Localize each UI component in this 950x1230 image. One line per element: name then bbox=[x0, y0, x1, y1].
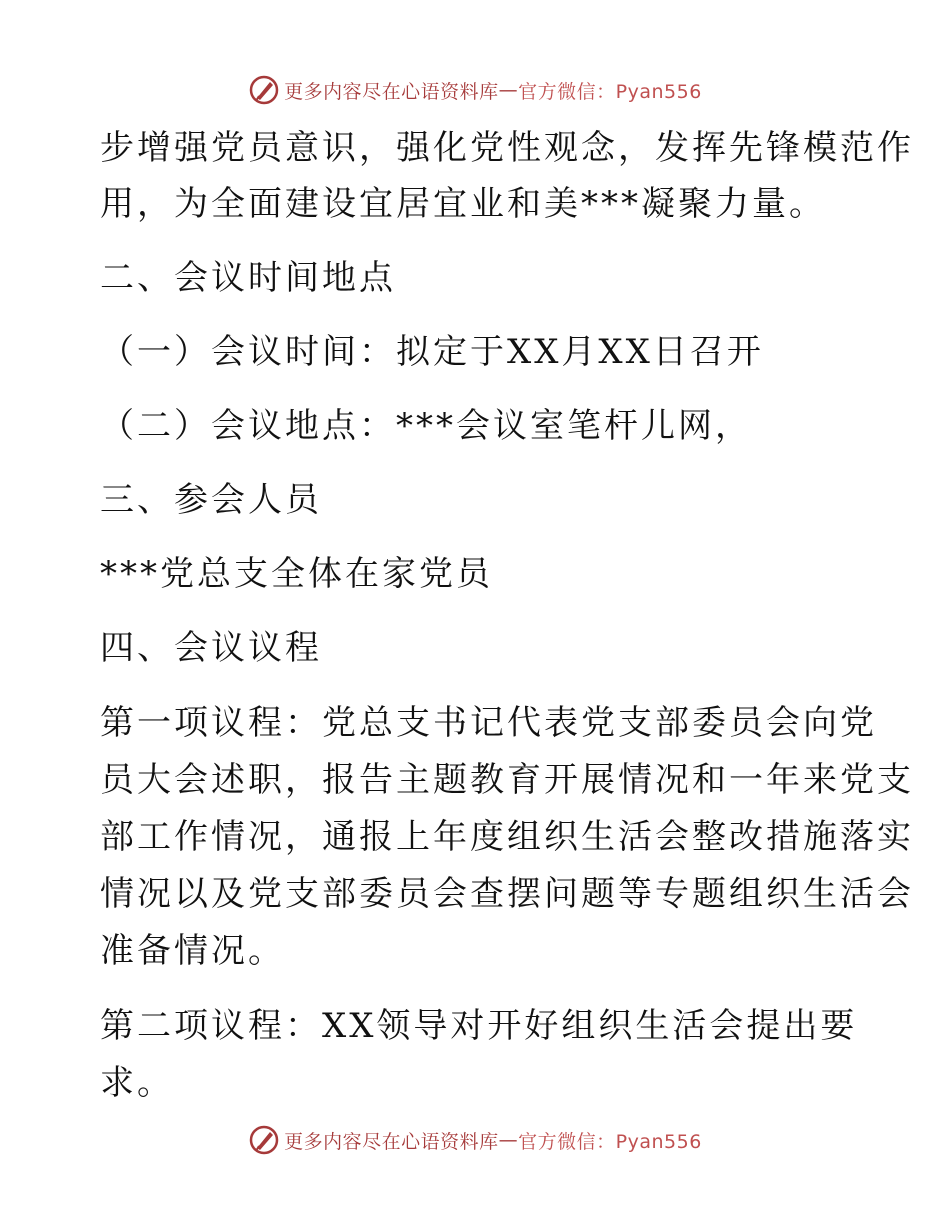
paragraph-line: 准备情况。 bbox=[100, 931, 285, 971]
watermark-brand: 更多内容尽在心语资料库 bbox=[284, 80, 499, 103]
watermark-wechat: 官方微信：Pyan556 bbox=[518, 80, 702, 103]
footer-watermark bbox=[0, 1120, 950, 1160]
quill-pen-circle-icon bbox=[248, 1124, 280, 1156]
paragraph-line: 部工作情况，通报上年度组织生活会整改措施落实 bbox=[100, 817, 914, 857]
paragraph-line: 求。 bbox=[100, 1063, 174, 1103]
paragraph-line: 第二项议程：XX领导对开好组织生活会提出要 bbox=[100, 1006, 858, 1046]
section-heading: 三、参会人员 bbox=[100, 480, 322, 520]
paragraph-line: 情况以及党支部委员会查摆问题等专题组织生活会 bbox=[100, 874, 914, 914]
paragraph-line: ***党总支全体在家党员 bbox=[100, 554, 493, 594]
paragraph-line: （二）会议地点：***会议室笔杆儿网， bbox=[100, 406, 752, 446]
section-heading: 二、会议时间地点 bbox=[100, 258, 396, 298]
paragraph-line: 员大会述职，报告主题教育开展情况和一年来党支 bbox=[100, 760, 914, 800]
watermark-brand: 更多内容尽在心语资料库 bbox=[284, 1130, 499, 1153]
header-watermark bbox=[0, 70, 950, 110]
watermark-separator: — bbox=[498, 79, 519, 101]
quill-pen-circle-icon bbox=[248, 74, 280, 106]
section-heading: 四、会议议程 bbox=[100, 628, 322, 668]
paragraph-line: 用，为全面建设宜居宜业和美***凝聚力量。 bbox=[100, 184, 826, 224]
paragraph-line: （一）会议时间：拟定于XX月XX日召开 bbox=[100, 332, 764, 372]
paragraph-line: 第一项议程：党总支书记代表党支部委员会向党 bbox=[100, 703, 877, 743]
paragraph-line: 步增强党员意识，强化党性观念，发挥先锋模范作 bbox=[100, 128, 914, 168]
watermark-wechat: 官方微信：Pyan556 bbox=[518, 1130, 702, 1153]
watermark-separator: — bbox=[498, 1129, 519, 1151]
